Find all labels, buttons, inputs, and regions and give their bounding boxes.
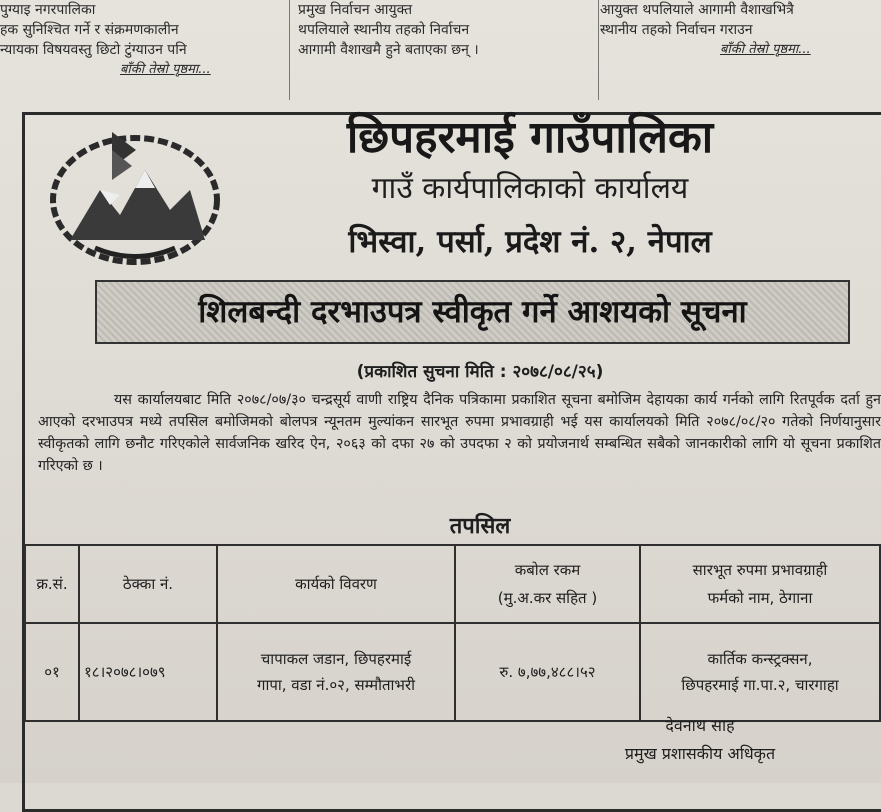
news-line: थपलियाले स्थानीय तहको निर्वाचन bbox=[298, 22, 470, 38]
cell-firm bbox=[640, 623, 880, 721]
news-line: न्यायका विषयवस्तु छिटो टुंग्याउन पनि bbox=[0, 42, 187, 58]
office-location: भिस्वा, पर्सा, प्रदेश नं. २, नेपाल bbox=[348, 224, 712, 260]
schedule-heading: तपसिल bbox=[449, 513, 511, 539]
notice-title: शिलबन्दी दरभाउपत्र स्वीकृत गर्ने आशयको सूचना bbox=[95, 280, 850, 344]
news-line: प्रमुख निर्वाचन आयुक्त bbox=[298, 2, 413, 18]
notice-body: यस कार्यालयबाट मिति २०७८/०७/३० चन्द्रसूर्य वाणी राष्ट्रिय दैनिक पत्रिकामा प्रकाशित सूचना बमोजिम देहायका कार्य गर्नको लागि रितपूर्वक दर्ता हुन आएको दरभाउपत्र मध्ये तपसिल बमोजिमको बोलपत्र न्यूनतम मुल्यांकन सारभूत रुपमा प्रभावग्राही भई यस कार्यालयको मिति २०७८/०८/२० गतेको निर्णयानुसार स्वीकृतको लागि छनौट गरिएकोले सार्वजनिक खरिद ऐन, २०६३ को दफा २७ को उपदफा २ को प्रयोजनार्थ सम्बन्धित सबैको जानकारीको लागि यो सूचना प्रकाशित गरिएको छ । bbox=[38, 392, 881, 474]
news-line: हक सुनिश्चित गर्ने र संक्रमणकालीन bbox=[0, 22, 179, 38]
header-amount bbox=[455, 545, 640, 623]
header-firm bbox=[640, 545, 880, 623]
cell-work-desc bbox=[217, 623, 455, 721]
column-divider bbox=[289, 0, 290, 100]
table-row bbox=[25, 623, 880, 721]
published-date: (प्रकाशित सुचना मिति : २०७८/०८/२५) bbox=[356, 362, 604, 382]
work-desc-line1: चापाकल जडान, छिपहरमाई bbox=[260, 650, 412, 668]
cell-amount: रु. ७,७७,४८८।५२ bbox=[455, 623, 640, 721]
news-column-left bbox=[0, 0, 280, 80]
header-contract-no: ठेक्का नं. bbox=[79, 545, 217, 623]
firm-line1: कार्तिक कन्स्ट्रक्सन, bbox=[707, 650, 813, 668]
news-line: आयुक्त थपलियाले आगामी वैशाखभित्रै bbox=[600, 2, 794, 18]
continued-link: बाँकी तेस्रो पृष्ठमा... bbox=[120, 62, 211, 77]
column-divider bbox=[598, 0, 599, 100]
news-column-right bbox=[600, 0, 881, 60]
cell-contract-no: १८।२०७८।०७९ bbox=[79, 623, 217, 721]
news-column-middle bbox=[298, 0, 598, 60]
header-amount-line1: कबोल रकम bbox=[514, 561, 581, 579]
signatory-title: प्रमुख प्रशासकीय अधिकृत bbox=[624, 744, 776, 763]
nepal-emblem-icon bbox=[40, 120, 230, 270]
table-header-row bbox=[25, 545, 880, 623]
work-desc-line2: गापा, वडा नं.०२, सम्मौताभरी bbox=[257, 676, 415, 694]
office-name: गाउँ कार्यपालिकाको कार्यालय bbox=[371, 171, 689, 206]
header-firm-line2: फर्मको नाम, ठेगाना bbox=[707, 589, 813, 607]
news-line: पुग्याइ नगरपालिका bbox=[0, 2, 96, 18]
header-amount-line2: (मु.अ.कर सहित ) bbox=[497, 589, 598, 607]
header-work-desc: कार्यको विवरण bbox=[217, 545, 455, 623]
continued-link: बाँकी तेस्रो पृष्ठमा... bbox=[720, 42, 811, 57]
signature-block bbox=[560, 712, 840, 768]
municipality-name: छिपहरमाई गाउँपालिका bbox=[346, 112, 714, 163]
news-line: स्थानीय तहको निर्वाचन गराउन bbox=[600, 22, 753, 38]
cell-sn: ०१ bbox=[25, 623, 79, 721]
news-line: आगामी वैशाखमै हुने बताएका छन् । bbox=[298, 42, 479, 58]
schedule-table bbox=[24, 544, 881, 722]
header-firm-line1: सारभूत रुपमा प्रभावग्राही bbox=[692, 561, 828, 579]
signatory-name: देवनाथ साह bbox=[665, 716, 735, 735]
header-sn: क्र.सं. bbox=[25, 545, 79, 623]
firm-line2: छिपहरमाई गा.पा.२, चारगाहा bbox=[681, 676, 839, 694]
